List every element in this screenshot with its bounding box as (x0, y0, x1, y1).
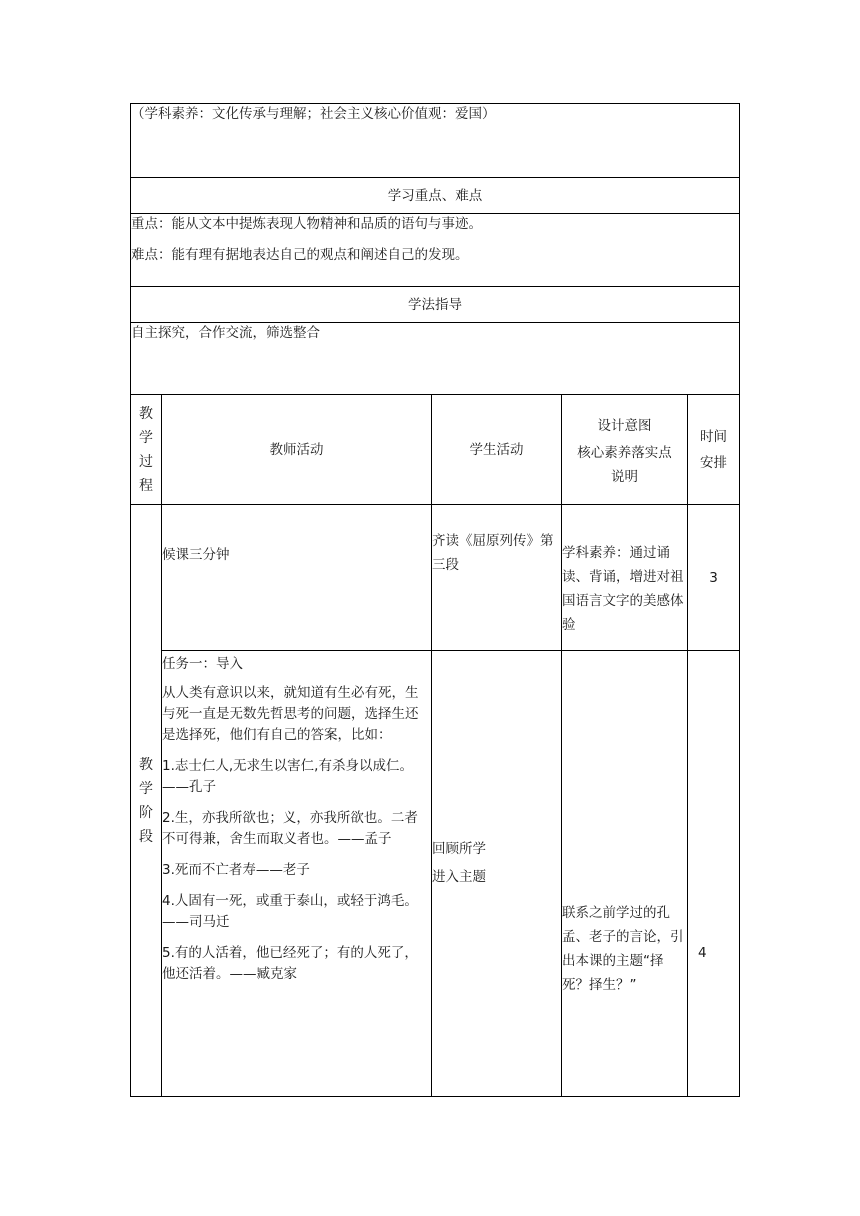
method-content: 自主探究，合作交流，筛选整合 (131, 323, 740, 395)
time-value: 3 (688, 505, 740, 651)
literacy-row (131, 104, 740, 178)
header-teacher: 教师活动 (162, 395, 432, 505)
quote-item: 5.有的人活着，他已经死了；有的人死了，他还活着。——臧克家 (162, 945, 418, 982)
time-value-task1: 4 (688, 651, 740, 1097)
key-point-text: 重点：能从文本中提炼表现人物精神和品质的语句与事迹。 (131, 216, 482, 232)
stage-label: 教 学 阶 段 (131, 505, 162, 1097)
key-points-row (131, 214, 740, 287)
table-row (131, 651, 740, 1097)
lesson-plan-table (130, 103, 740, 1097)
header-student: 学生活动 (432, 395, 562, 505)
task1-title: 任务一：导入 (162, 656, 243, 672)
header-time: 时间 安排 (688, 395, 740, 505)
quote-item: 4.人固有一死，或重于泰山，或轻于鸿毛。——司马迁 (162, 893, 418, 930)
teacher-activity: 候课三分钟 (162, 505, 432, 651)
student-activity: 齐读《屈原列传》第三段 (432, 505, 562, 651)
table-row (131, 505, 740, 651)
difficult-point-text: 难点：能有理有据地表达自己的观点和阐述自己的发现。 (131, 247, 469, 263)
task1-intro: 从人类有意识以来，就知道有生必有死，生与死一直是无数先哲思考的问题，选择生还是选择死，他们有自己的答案，比如： (162, 685, 419, 743)
quote-item: 2.生，亦我所欲也；义，亦我所欲也。二者不可得兼，舍生而取义者也。——孟子 (162, 810, 418, 847)
quote-item: 1.志士仁人,无求生以害仁,有杀身以成仁。——孔子 (162, 758, 413, 795)
key-points-title: 学习重点、难点 (131, 178, 740, 214)
literacy-note: （学科素养：文化传承与理解；社会主义核心价值观：爱国） (131, 104, 740, 178)
method-row (131, 323, 740, 395)
header-process: 教 学 过 程 (131, 395, 162, 505)
student-activity-task1: 回顾所学 进入主题 (432, 651, 562, 1097)
method-title: 学法指导 (131, 287, 740, 323)
teacher-activity-task1 (162, 651, 432, 1097)
method-header-row (131, 287, 740, 323)
design-intent: 学科素养：通过诵读、背诵，增进对祖国语言文字的美感体验 (562, 505, 688, 651)
design-intent-task1: 联系之前学过的孔孟、老子的言论，引出本课的主题“择死？择生？” (562, 651, 688, 1097)
quote-item: 3.死而不亡者寿——老子 (162, 862, 310, 878)
key-points-header-row (131, 178, 740, 214)
column-header-row (131, 395, 740, 505)
header-design: 设计意图 核心素养落实点 说明 (562, 395, 688, 505)
